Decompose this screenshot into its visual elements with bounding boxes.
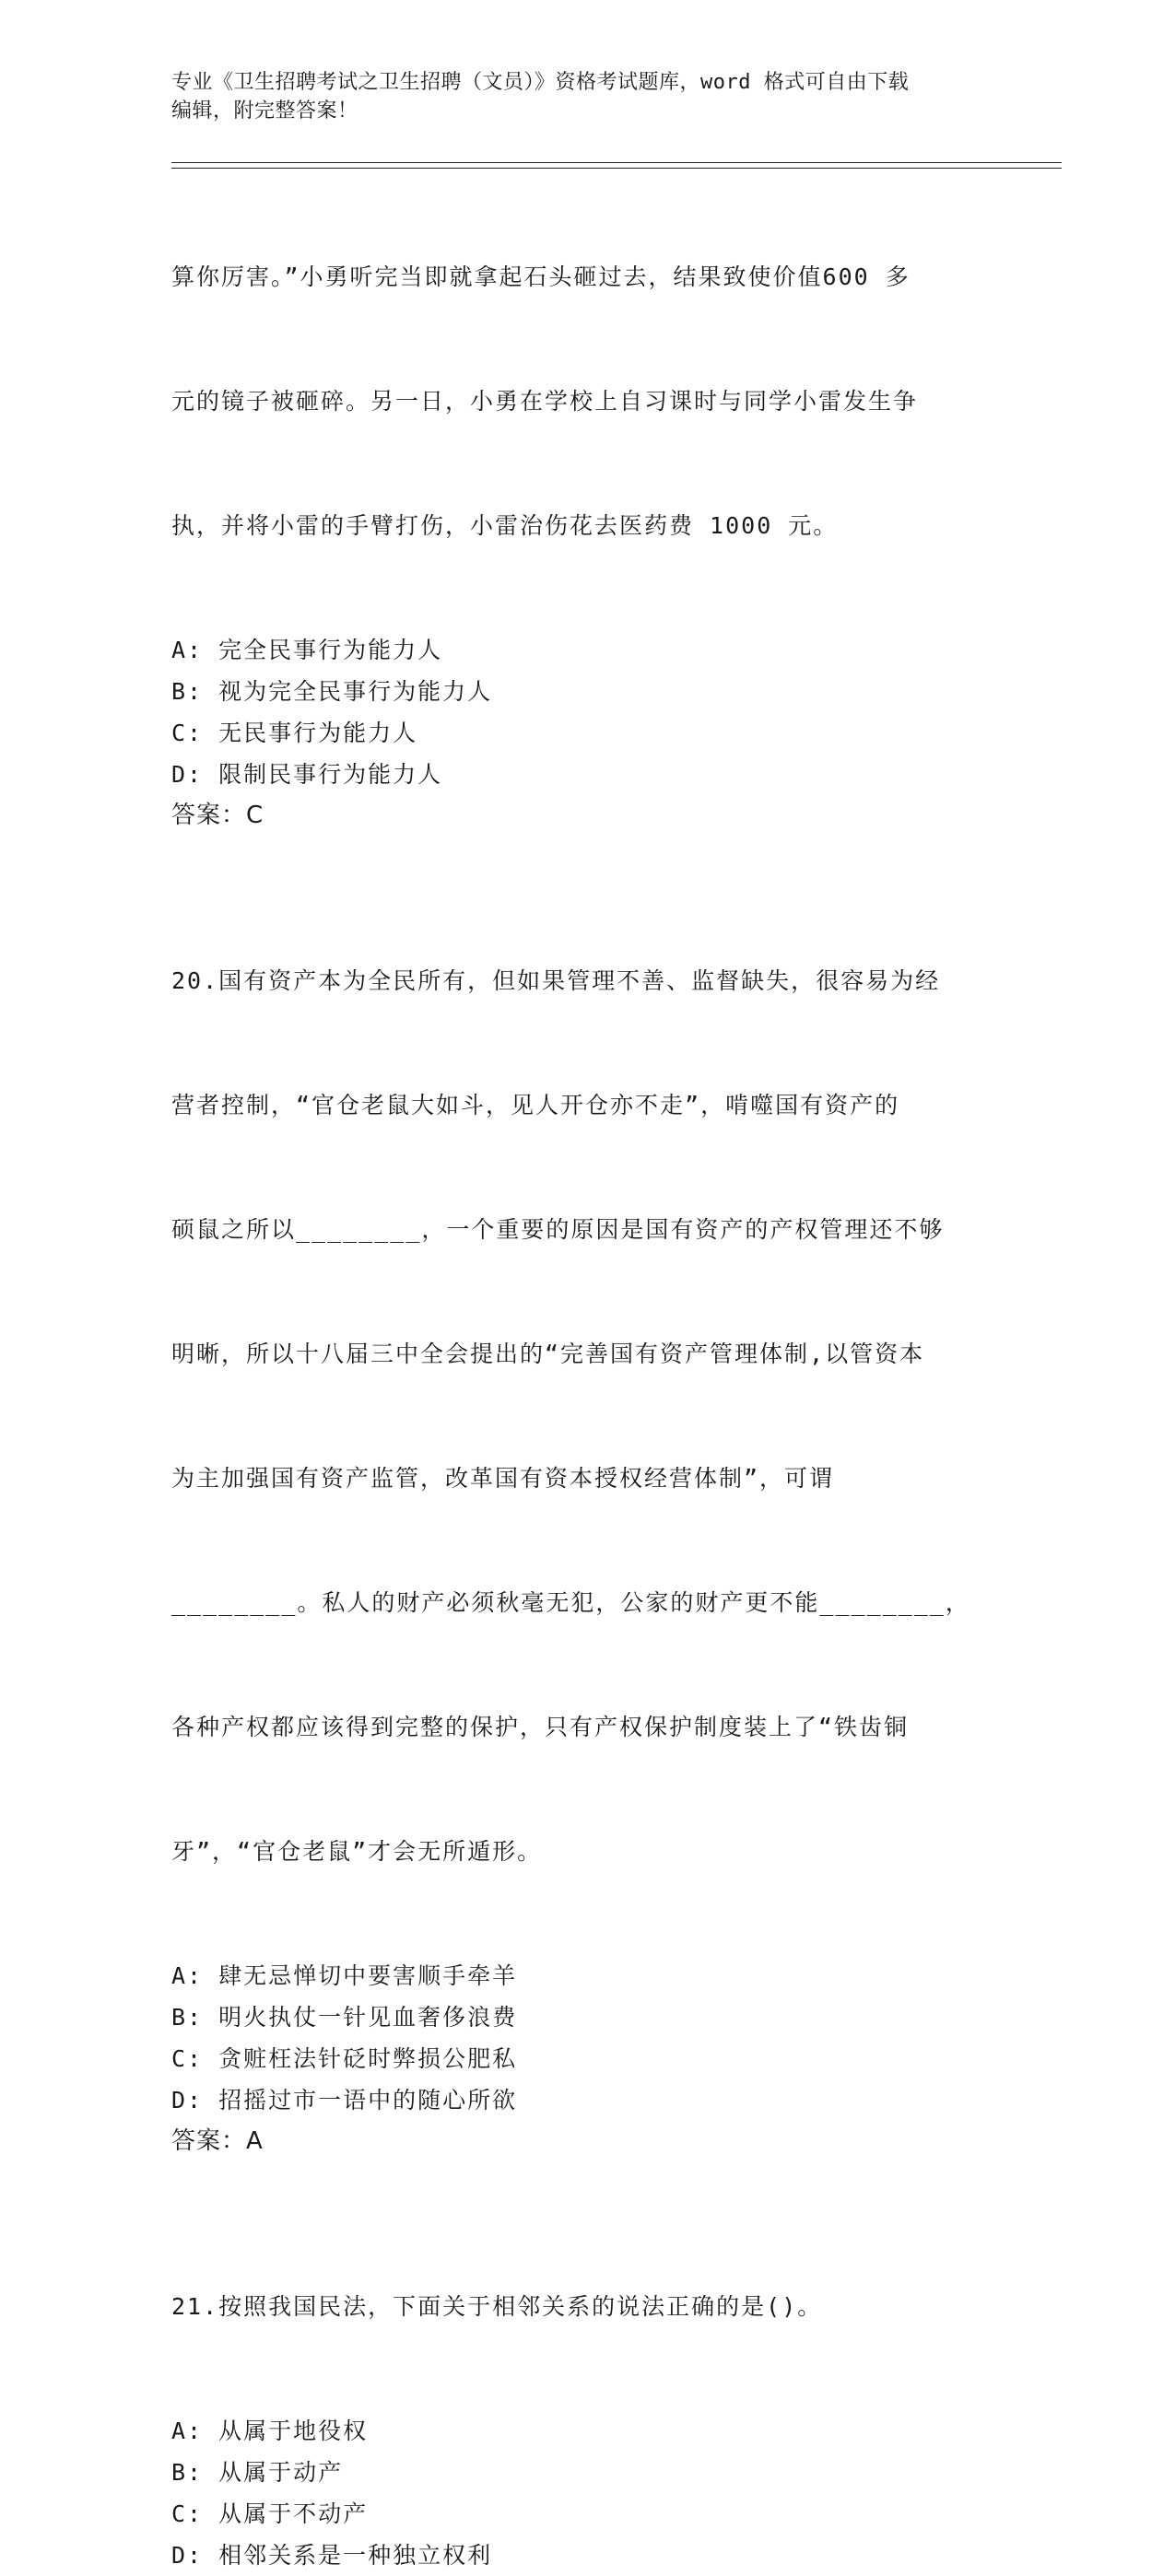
question-19	[171, 173, 1001, 837]
question-text-line: 20.国有资产本为全民所有，但如果管理不善、监督缺失，很容易为经	[171, 967, 941, 994]
question-21	[171, 2203, 1001, 2576]
option-d: D: 相邻关系是一种独立权利	[171, 2542, 493, 2569]
question-text-line: 各种产权都应该得到完整的保护，只有产权保护制度装上了“铁齿铜	[171, 1714, 910, 1740]
option-b: B: 明火执仗一针见血奢侈浪费	[171, 2004, 518, 2031]
option-c: C: 贪赃枉法针砭时弊损公肥私	[171, 2045, 518, 2072]
spacer	[171, 2162, 1001, 2203]
question-text-line: 算你厉害。”小勇听完当即就拿起石头砸过去，结果致使价值600 多	[171, 263, 911, 290]
option-b: B: 从属于动产	[171, 2459, 344, 2486]
question-text-line: 营者控制，“官仓老鼠大如斗，见人开仓亦不走”，啃噬国有资产的	[171, 1092, 900, 1118]
option-a: A: 完全民事行为能力人	[171, 637, 443, 663]
question-19-text	[171, 173, 1001, 629]
header-line-2: 编辑，附完整答案！	[171, 100, 358, 123]
question-text-line: 硕鼠之所以________，一个重要的原因是国有资产的产权管理还不够	[171, 1216, 945, 1243]
option-c: C: 无民事行为能力人	[171, 720, 418, 746]
answer-line: 答案：A	[171, 2127, 264, 2155]
question-text-line: 21.按照我国民法，下面关于相邻关系的说法正确的是()。	[171, 2293, 823, 2320]
option-d: D: 招摇过市一语中的随心所欲	[171, 2087, 518, 2113]
option-a: A: 从属于地役权	[171, 2418, 369, 2444]
answer-line: 答案：C	[171, 802, 264, 829]
header-line-1: 专业《卫生招聘考试之卫生招聘（文员）》资格考试题库，word 格式可自由下载	[171, 71, 910, 94]
header-divider-top	[171, 162, 1062, 163]
option-c: C: 从属于不动产	[171, 2500, 369, 2527]
option-a: A: 肆无忌惮切中要害顺手牵羊	[171, 1962, 518, 1989]
document-body	[171, 173, 1001, 2576]
option-d: D: 限制民事行为能力人	[171, 761, 443, 788]
option-b: B: 视为完全民事行为能力人	[171, 678, 493, 705]
question-text-line: 为主加强国有资产监管，改革国有资本授权经营体制”，可谓	[171, 1465, 835, 1492]
question-21-text	[171, 2203, 1001, 2410]
spacer	[171, 837, 1001, 877]
header-divider-bottom	[171, 168, 1062, 169]
question-text-line: 明晰，所以十八届三中全会提出的“完善国有资产管理体制,以管资本	[171, 1341, 925, 1367]
question-text-line: ________。私人的财产必须秋毫无犯，公家的财产更不能________，	[171, 1589, 970, 1616]
document-header	[171, 68, 1001, 125]
question-text-line: 牙”，“官仓老鼠”才会无所遁形。	[171, 1838, 543, 1865]
question-text-line: 执，并将小雷的手臂打伤，小雷治伤花去医药费 1000 元。	[171, 512, 839, 539]
question-20-text	[171, 877, 1001, 1955]
question-text-line: 元的镜子被砸碎。另一日，小勇在学校上自习课时与同学小雷发生争	[171, 388, 919, 415]
